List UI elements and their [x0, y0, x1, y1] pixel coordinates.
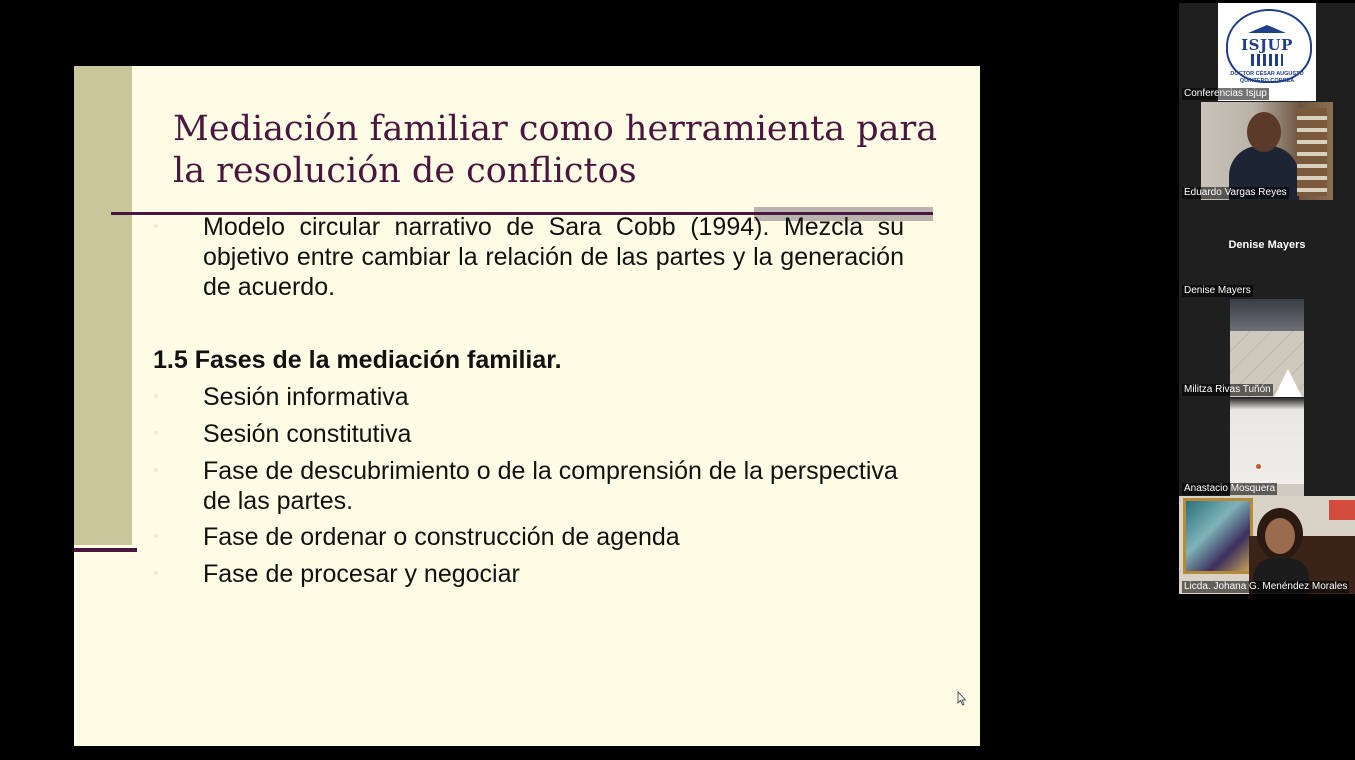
participant-name: Anastacio Mosquera	[1184, 483, 1276, 494]
phase-text: Sesión constitutiva	[203, 420, 412, 448]
participant-name: Denise Mayers	[1184, 285, 1251, 296]
participant-tile[interactable]	[1179, 496, 1355, 594]
phase-text: Fase de ordenar o construcción de agenda	[203, 523, 680, 551]
slide-side-rule	[74, 548, 137, 552]
participants-panel	[1179, 3, 1355, 594]
presentation-slide	[74, 66, 980, 746]
wall-painting	[1183, 498, 1253, 574]
participant-video	[1230, 398, 1304, 496]
isjup-logo	[1218, 3, 1316, 101]
logo-text: ISJUP	[1241, 36, 1293, 54]
participant-name: Eduardo Vargas Reyes	[1184, 187, 1287, 198]
participant-tile[interactable]	[1179, 200, 1355, 298]
bullet-marker: •	[153, 462, 159, 479]
phase-item	[153, 419, 904, 449]
phase-item	[153, 559, 904, 589]
bullet-marker: •	[153, 218, 159, 235]
phase-text: Fase de descubrimiento o de la comprensión de la perspectiva de las partes.	[203, 457, 898, 515]
person-head	[1247, 112, 1281, 152]
phase-item	[153, 522, 904, 552]
participant-video	[1179, 496, 1355, 594]
phase-item	[153, 456, 904, 516]
section-heading: 1.5 Fases de la mediación familiar.	[153, 346, 562, 374]
wall-frame	[1329, 500, 1355, 520]
participant-display-name: Denise Mayers	[1228, 239, 1306, 251]
participant-tile[interactable]	[1179, 102, 1355, 200]
slide-side-bar	[74, 66, 132, 545]
person-head	[1265, 518, 1295, 554]
bullet-text: Modelo circular narrativo de Sara Cobb (1994). Mezcla su objetivo entre cambiar la relación de las partes y la generación de acuerdo.	[203, 213, 904, 301]
participant-name: Militza Rivas Tuñón	[1184, 384, 1271, 395]
participant-tile[interactable]	[1179, 299, 1355, 397]
slide-title: Mediación familiar como herramienta para la resolución de conflictos	[173, 109, 938, 191]
bullet-marker: •	[153, 528, 159, 545]
bullet-marker: •	[153, 388, 159, 405]
logo-roof	[1248, 25, 1286, 33]
participant-name: Licda. Johana G. Menéndez Morales	[1184, 581, 1348, 592]
participant-name: Conferencias Isjup	[1184, 88, 1267, 99]
phase-text: Sesión informativa	[203, 383, 409, 411]
participant-tile[interactable]	[1179, 3, 1355, 101]
phase-item	[153, 382, 904, 412]
phase-text: Fase de procesar y negociar	[203, 560, 520, 588]
participant-tile[interactable]	[1179, 398, 1355, 496]
participant-video	[1201, 102, 1333, 200]
ceiling	[1230, 299, 1304, 331]
logo-caption: DOCTOR CÉSAR AUGUSTO QUINTERO CORREA	[1230, 71, 1304, 84]
bookshelf	[1297, 108, 1327, 196]
bullet-marker: •	[153, 425, 159, 442]
light-shape	[1274, 369, 1302, 397]
bullet-item	[153, 212, 904, 302]
logo-columns	[1251, 54, 1283, 66]
bullet-marker: •	[153, 565, 159, 582]
wall-dot	[1256, 464, 1261, 469]
participant-video	[1230, 299, 1304, 397]
